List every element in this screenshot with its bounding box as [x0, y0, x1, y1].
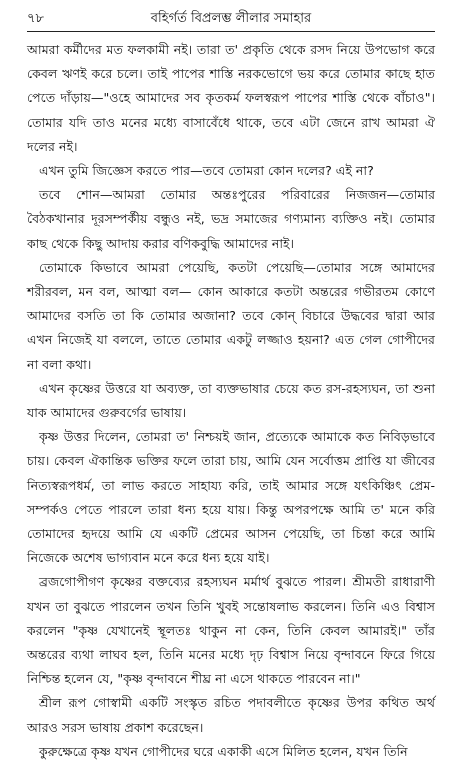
- body-text: [27, 38, 435, 764]
- running-title: বহির্গর্ত বিপ্রলম্ভ লীলার সমাহার: [150, 11, 312, 26]
- paragraph: এখন কৃষ্ণের উত্তরে যা অব্যক্ত, তা ব্যক্তভাষার চেয়ে কত রস-রহস্যঘন, তা শুনা যাক আমাদের গুরুবর্গের ভাষায়।: [27, 380, 435, 421]
- page-header: [27, 9, 435, 31]
- paragraph: কৃষ্ণ উত্তর দিলেন, তোমরা ত' নিশ্চয়ই জান, প্রত্যেকে আমাকে কত নিবিড়ভাবে চায়। কেবল ঐকান্তিক ভক্তির ফলে তারা চায়, আমি যেন সর্বোত্তম প্রাপ্তি যা জীবের নিত্যস্বরূপধর্ম, তা লাভ করতে সাহায্য করি, তাই আমার সঙ্গে যৎকিঞ্চিৎ প্রেম-সম্পর্কও পেতে পারলে তারা ধন্য হয়ে যায়। কিন্তু অপরপক্ষে আমি ত' মনে করি তোমাদের হৃদয়ে আমি যে একটি প্রেমের আসন পেয়েছি, তা চিন্তা করে আমি নিজেকে অশেষ ভাগ্যবান মনে করে ধন্য হয়ে যাই।: [27, 429, 435, 566]
- paragraph: তোমাকে কিভাবে আমরা পেয়েছি, কতটা পেয়েছি—তোমার সঙ্গে আমাদের শরীরবল, মন বল, আত্মা বল— কোন আকারে কতটা অন্তরের গভীরতম কোণে আমাদের বসতি তা কি তোমার অজানা? তবে কোন্ বিচারে উদ্ধবের দ্বারা আর এখন নিজেই যা বললে, তাতে তোমার একটু লজ্জাও হয়না? এত গেল গোপীদের না বলা কথা।: [27, 259, 435, 372]
- header-rule: [27, 31, 435, 32]
- paragraph: কুরুক্ষেত্রে কৃষ্ণ যখন গোপীদের ঘরে একাকী এসে মিলিত হলেন, যখন তিনি: [39, 743, 408, 759]
- page-number: ৭৮: [27, 11, 44, 26]
- paragraph: শ্রীল রূপ গোস্বামী একটি সংস্কৃত রচিত পদাবলীতে কৃষ্ণের উপর কথিত অর্থ আরও সরস ভাষায় প্রকাশ করেছেন।: [27, 695, 435, 735]
- paragraph: ব্রজগোপীগণ কৃষ্ণের বক্তব্যের রহস্যঘন মর্মার্থ বুঝতে পারল। শ্রীমতী রাধারাণী যখন তা বুঝতে পারলেন তখন তিনি খুবই সন্তোষলাভ করলেন। তিনি এও বিশ্বাস করলেন "কৃষ্ণ যেখানেই স্থূলতঃ থাকুন না কেন, তিনি কেবল আমারই।" তাঁর অন্তরের ব্যথা লাঘব হল, তিনি মনের মধ্যে দৃঢ় বিশ্বাস নিয়ে বৃন্দাবনে ফিরে গিয়ে নিশ্চিন্ত হলেন যে, "কৃষ্ণ বৃন্দাবনে শীঘ্র না এসে থাকতে পারবেন না।": [27, 574, 435, 687]
- paragraph: এখন তুমি জিজ্ঞেস করতে পার—তবে তোমরা কোন দলের? এই না?: [39, 163, 374, 179]
- paragraph: আমরা কর্মীদের মত ফলকামী নই। তারা ত' প্রকৃতি থেকে রসদ নিয়ে উপভোগ করে কেবল ঋণই করে চলে। তাই পাপের শাস্তি নরকভোগে ভয় করে তোমার কাছে হাত পেতে দাঁড়ায়—"ওহে আমাদের সব কৃতকর্ম ফলস্বরূপ পাপের শাস্তি থেকে বাঁচাও"। তোমার যদি তাও মনের মধ্যে বাসাবেঁধে থাকে, তবে এটা জেনে রাখ আমরা ঐ দলের নই।: [27, 42, 435, 154]
- paragraph: তবে শোন—আমরা তোমার অন্তঃপুরের পরিবারের নিজজন—তোমার বৈঠকখানার দূরসম্পর্কীয় বন্ধুও নই, ভদ্র সমাজের গণ্যমান্য ব্যক্তিও নই। তোমার কাছ থেকে কিছু আদায় করার বণিকবুদ্ধি আমাদের নাই।: [27, 187, 435, 251]
